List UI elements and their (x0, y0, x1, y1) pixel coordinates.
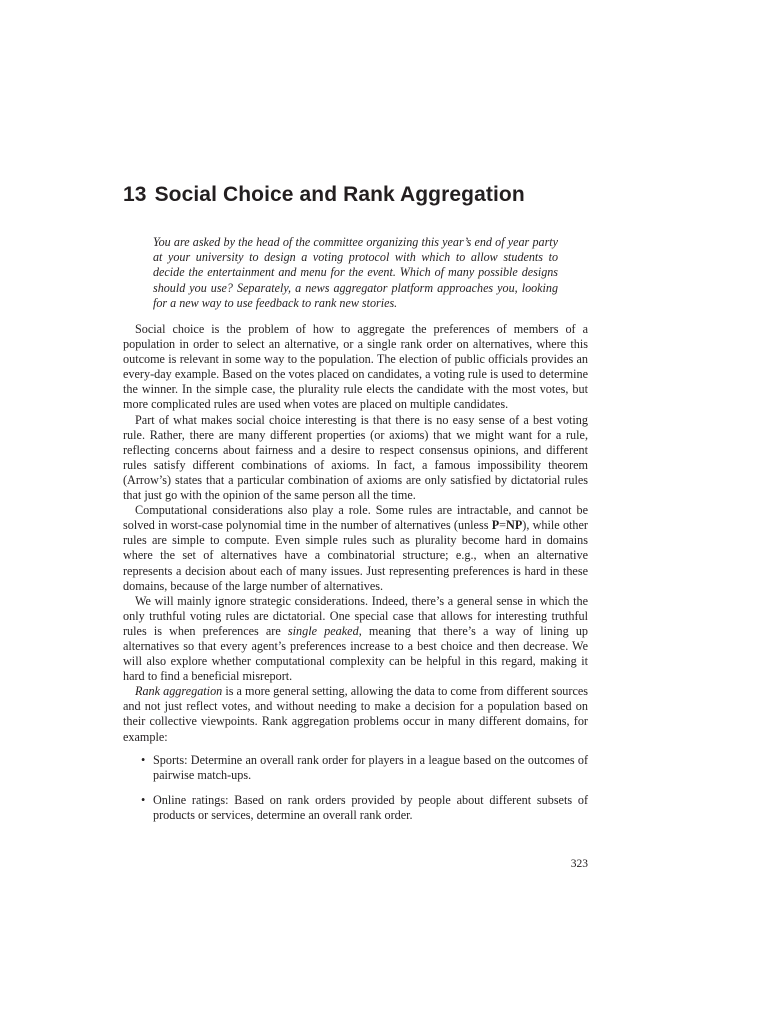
paragraph-computational (123, 503, 588, 594)
chapter-body (123, 322, 588, 833)
paragraph-text: We will mainly ignore strategic considerations. Indeed, there’s a general sense in which the only truthful voting rules are dictatorial. One special case that allows for interesting truthful rules is when preferences are (123, 593, 588, 638)
chapter-title-text: Social Choice and Rank Aggregation (154, 183, 525, 206)
list-item-text: Sports: Determine an overall rank order for players in a league based on the outcomes of pairwise match-ups. (153, 752, 588, 782)
example-list (123, 753, 588, 823)
emphasis-single-peaked: single peaked (287, 623, 359, 638)
paragraph-text: Computational considerations also play a role. Some rules are intractable, and cannot be solved in worst-case polynomial time in the number of alternatives (unless (123, 503, 588, 533)
list-item (123, 793, 588, 823)
paragraph-social-choice: Social choice is the problem of how to aggregate the preferences of members of a population in order to select an alternative, or a single rank order on alternatives, where this outcome is relevant in some way to the population. The election of public officials provides an every-day example. Based on the votes placed on candidates, a voting rule is used to determine the winner. In the simple case, the plurality rule elects the candidate with the most votes, but more complicated rules are used when votes are placed on multiple candidates. (123, 322, 588, 412)
list-item-text: Online ratings: Based on rank orders provided by people about different subsets of products or services, determine an overall rank order. (153, 792, 588, 822)
paragraph-strategic (123, 594, 588, 685)
equals-sign: = (499, 518, 507, 533)
bullet-icon: • (141, 752, 146, 767)
paragraph-voting-axioms: Part of what makes social choice interesting is that there is no easy sense of a best voting rule. Rather, there are many different properties (or axioms) that we might want for a rule, reflecting concerns about fairness and a desire to respect consensus opinions, and different rules satisfy different combinations of axioms. In fact, a famous impossibility theorem (Arrow’s) states that a particular combination of axioms are only satisfied by dictatorial rules that just go with the opinion of the same person all the time. (123, 412, 588, 503)
chapter-title (123, 183, 525, 207)
paragraph-rank-aggregation (123, 684, 588, 744)
list-item (123, 753, 588, 783)
emphasis-rank-aggregation: Rank aggregation (135, 684, 223, 699)
bullet-icon: • (141, 792, 146, 807)
paragraph-text: is a more general setting, allowing the data to come from different sources and not just reflect votes, and without needing to make a decision for a population based on their collective viewpoints. Rank aggregation problems occur in many different domains, for example: (123, 684, 589, 744)
page-number: 323 (570, 858, 588, 870)
complexity-class-np: NP (506, 518, 523, 533)
paragraph-text: , meaning that there’s a way of lining up alternatives so that every agent’s preferences increase to a best choice and then decrease. We will also explore whether computational complexity can be helpful in this regard, making it hard to find a beneficial misreport. (123, 623, 589, 684)
complexity-class-p: P (491, 518, 500, 533)
paragraph-text: ), while other rules are simple to compute. Even simple rules such as plurality become hard in domains where the set of alternatives have a combinatorial structure; e.g., when an alternative represents a decision about each of many issues. Just representing preferences is hard in these domains, because of the large number of alternatives. (123, 518, 588, 593)
chapter-epigraph: You are asked by the head of the committee organizing this year’s end of year party at your university to design a voting protocol with which to allow students to decide the entertainment and menu for the event. Which of many possible designs should you use? Separately, a news aggregator platform approaches you, looking for a new way to use feedback to rank new stories. (153, 235, 558, 310)
chapter-number: 13 (123, 183, 147, 206)
